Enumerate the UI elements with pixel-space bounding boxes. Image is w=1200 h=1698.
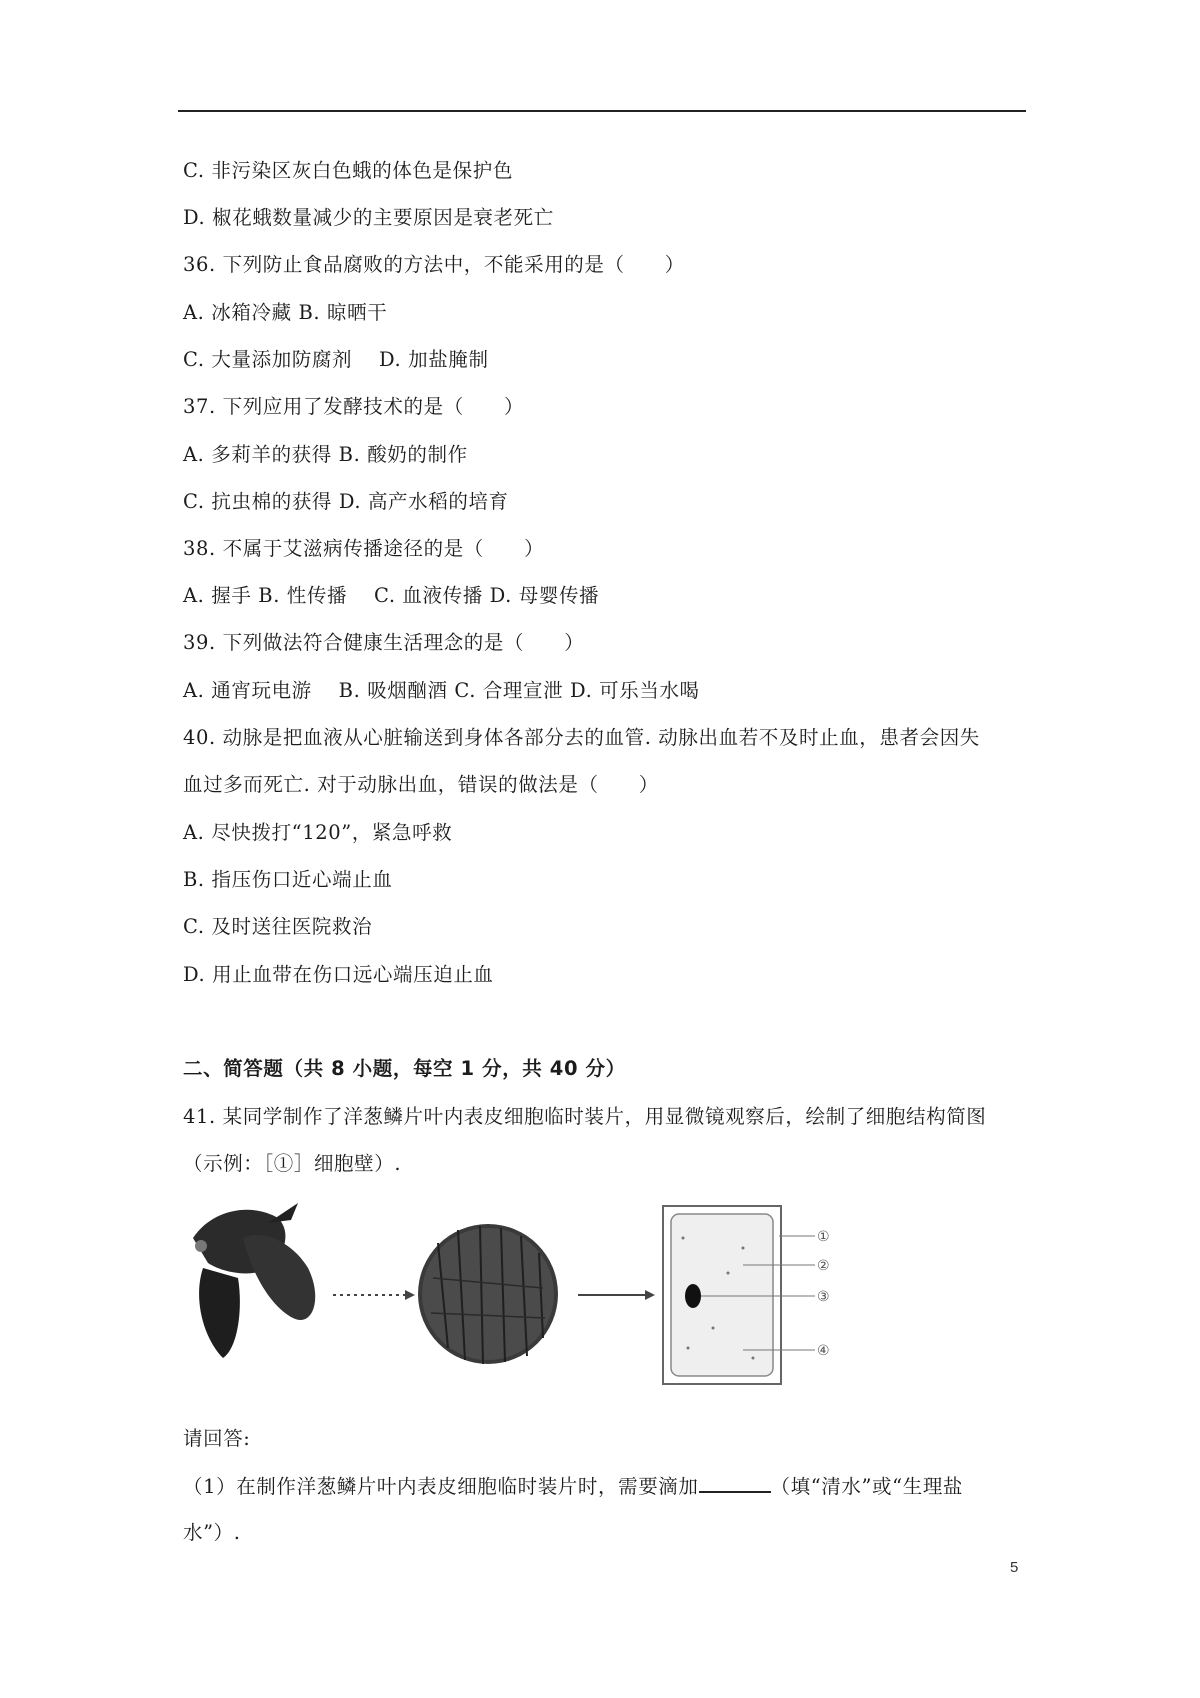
option-a-40: A. 尽快拨打“120”，紧急呼救 bbox=[183, 821, 453, 844]
options-36-ab: A. 冰箱冷藏 B. 晾晒干 bbox=[183, 301, 388, 324]
options-39: A. 通宵玩电游 B. 吸烟酗酒 C. 合理宣泄 D. 可乐当水喝 bbox=[183, 679, 700, 702]
subquestion-1-line1 bbox=[183, 1473, 963, 1500]
cell-diagram bbox=[663, 1206, 815, 1384]
subquestion-1-text: （1）在制作洋葱鳞片叶内表皮细胞临时装片时，需要滴加 bbox=[183, 1475, 699, 1498]
question-39: 39. 下列做法符合健康生活理念的是（ ） bbox=[183, 631, 585, 654]
answer-blank[interactable] bbox=[699, 1473, 771, 1493]
section-heading: 二、简答题（共 8 小题，每空 1 分，共 40 分） bbox=[183, 1057, 626, 1080]
answer-prompt: 请回答: bbox=[183, 1427, 251, 1450]
option-c-35: C. 非污染区灰白色蛾的体色是保护色 bbox=[183, 159, 513, 182]
question-37: 37. 下列应用了发酵技术的是（ ） bbox=[183, 395, 525, 418]
options-36-cd: C. 大量添加防腐剂 D. 加盐腌制 bbox=[183, 348, 489, 371]
question-38: 38. 不属于艾滋病传播途径的是（ ） bbox=[183, 537, 545, 560]
callout-3: ③ bbox=[817, 1289, 830, 1305]
callout-2: ② bbox=[817, 1258, 830, 1274]
question-41-line1: 41. 某同学制作了洋葱鳞片叶内表皮细胞临时装片，用显微镜观察后，绘制了细胞结构简图 bbox=[183, 1105, 987, 1128]
subquestion-1-line2: 水”）. bbox=[183, 1521, 241, 1544]
subquestion-1-hint: （填“清水”或“生理盐 bbox=[770, 1475, 964, 1498]
option-d-35: D. 椒花蛾数量减少的主要原因是衰老死亡 bbox=[183, 206, 554, 229]
question-40-line2: 血过多而死亡. 对于动脉出血，错误的做法是（ ） bbox=[183, 773, 659, 796]
callout-1: ① bbox=[817, 1229, 830, 1245]
question-41-line2: （示例：［①］细胞壁）. bbox=[183, 1152, 402, 1175]
option-b-40: B. 指压伤口近心端止血 bbox=[183, 868, 393, 891]
callout-4: ④ bbox=[817, 1343, 830, 1359]
option-d-40: D. 用止血带在伤口远心端压迫止血 bbox=[183, 963, 494, 986]
micrograph-circle bbox=[418, 1224, 558, 1364]
options-37-ab: A. 多莉羊的获得 B. 酸奶的制作 bbox=[183, 443, 468, 466]
question-36: 36. 下列防止食品腐败的方法中，不能采用的是（ ） bbox=[183, 253, 685, 276]
onion-cell-figure bbox=[183, 1198, 843, 1398]
page-number: 5 bbox=[1010, 1559, 1019, 1576]
options-37-cd: C. 抗虫棉的获得 D. 高产水稻的培育 bbox=[183, 490, 509, 513]
option-c-40: C. 及时送往医院救治 bbox=[183, 915, 373, 938]
question-40-line1: 40. 动脉是把血液从心脏输送到身体各部分去的血管. 动脉出血若不及时止血，患者会因失 bbox=[183, 726, 980, 749]
options-38: A. 握手 B. 性传播 C. 血液传播 D. 母婴传播 bbox=[183, 584, 600, 607]
onion-photo bbox=[193, 1203, 315, 1358]
header-rule bbox=[178, 110, 1026, 112]
